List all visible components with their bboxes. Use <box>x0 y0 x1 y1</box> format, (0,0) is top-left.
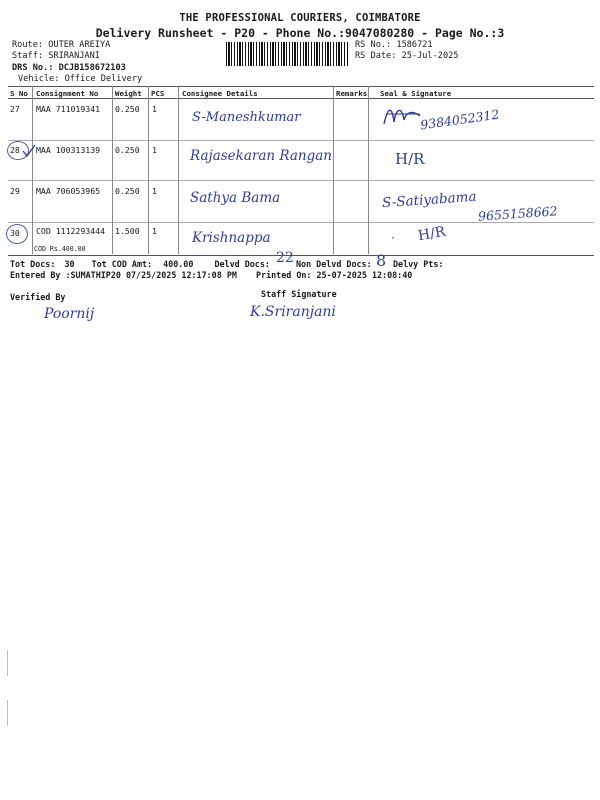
margin-mark <box>7 650 8 676</box>
row-signature-handwritten: H/R <box>395 150 425 168</box>
delvy-pts-label: Delvy Pts: <box>393 259 444 269</box>
row-signature-phone: 9655158662 <box>477 203 558 224</box>
staff-label: Staff: SRIRANJANI <box>12 51 100 61</box>
row-sno: 30 <box>10 228 20 238</box>
printed-on: Printed On: 25-07-2025 12:08:40 <box>256 270 413 280</box>
barcode-image <box>226 42 348 66</box>
row-signature-handwritten: S-Satiyabama <box>381 188 478 212</box>
signature-scribble-icon <box>380 102 424 132</box>
row-sno: 29 <box>10 186 20 196</box>
row-pcs: 1 <box>152 186 157 196</box>
col-divider <box>178 86 179 254</box>
summary-line <box>10 259 270 269</box>
row-divider <box>8 222 594 223</box>
entered-by: Entered By :SUMATHIP20 07/25/2025 12:17:08 PM <box>10 270 237 280</box>
table-header-rule <box>8 98 594 99</box>
delvd-docs-value: 22 <box>276 250 294 266</box>
row-consignee-handwritten: S-Maneshkumar <box>192 110 301 125</box>
row-signature-handwritten: 9384052312 <box>419 106 501 133</box>
row-consignee-handwritten: Rajasekaran Rangan <box>190 148 332 164</box>
row-pcs: 1 <box>152 145 157 155</box>
table-bottom-rule <box>8 255 594 256</box>
row-consignment: MAA 711019341 <box>36 104 101 114</box>
cod-amount-note: COD Rs.400.00 <box>34 245 86 253</box>
row-sno: 28 <box>10 145 20 155</box>
col-header-signature: Seal & Signature <box>380 89 452 98</box>
runsheet-subtitle: Delivery Runsheet - P20 - Phone No.:9047080280 - Page No.:3 <box>95 26 505 40</box>
row-divider <box>8 140 594 141</box>
row-consignee-handwritten: Krishnappa <box>192 230 271 246</box>
verified-by-signature: Poornij <box>44 306 95 322</box>
col-divider <box>148 86 149 254</box>
tot-cod-label: Tot COD Amt: <box>91 259 153 269</box>
row-weight: 0.250 <box>115 145 140 155</box>
col-divider <box>112 86 113 254</box>
tot-docs-value: 30 <box>64 259 75 269</box>
company-title: THE PROFESSIONAL COURIERS, COIMBATORE <box>179 12 421 24</box>
margin-mark <box>7 700 8 726</box>
row-weight: 1.500 <box>115 226 140 236</box>
delvd-docs-label: Delvd Docs: <box>214 259 270 269</box>
drs-number: DRS No.: DCJB158672103 <box>12 63 126 73</box>
col-header-weight: Weight <box>115 89 142 98</box>
table-top-rule <box>8 86 594 87</box>
row-consignment: COD 1112293444 <box>36 226 106 236</box>
col-header-remarks: Remarks <box>336 89 368 98</box>
row-pcs: 1 <box>152 104 157 114</box>
row-weight: 0.250 <box>115 104 140 114</box>
route-label: Route: OUTER AREIYA <box>12 40 111 50</box>
rs-date: RS Date: 25-Jul-2025 <box>355 51 459 61</box>
tot-cod-value: 400.00 <box>163 259 194 269</box>
col-header-consignee: Consignee Details <box>182 89 258 98</box>
col-divider <box>333 86 334 254</box>
staff-signature: K.Sriranjani <box>250 304 336 320</box>
tot-docs-label: Tot Docs: <box>10 259 56 269</box>
col-divider <box>368 86 369 254</box>
row-consignee-handwritten: Sathya Bama <box>190 190 281 206</box>
col-header-pcs: PCS <box>151 89 165 98</box>
col-divider <box>32 86 33 254</box>
row-signature-handwritten: H/R <box>416 223 447 245</box>
row-divider <box>8 180 594 181</box>
staff-signature-label: Staff Signature <box>261 289 337 299</box>
row-consignment: MAA 100313139 <box>36 145 101 155</box>
non-delvd-docs-value: 8 <box>376 251 387 270</box>
col-header-sno: S No <box>10 89 28 98</box>
non-delvd-docs-label: Non Delvd Docs: <box>296 259 372 269</box>
row-pcs: 1 <box>152 226 157 236</box>
row-consignment: MAA 706053965 <box>36 186 101 196</box>
row-weight: 0.250 <box>115 186 140 196</box>
check-mark-icon <box>22 144 36 158</box>
dot-mark: · <box>390 233 397 244</box>
vehicle-label: Vehicle: Office Delivery <box>18 74 143 84</box>
row-sno: 27 <box>10 104 20 114</box>
col-header-consignment: Consignment No <box>36 89 99 98</box>
rs-number: RS No.: 1586721 <box>355 40 433 50</box>
verified-by-label: Verified By <box>10 292 66 302</box>
